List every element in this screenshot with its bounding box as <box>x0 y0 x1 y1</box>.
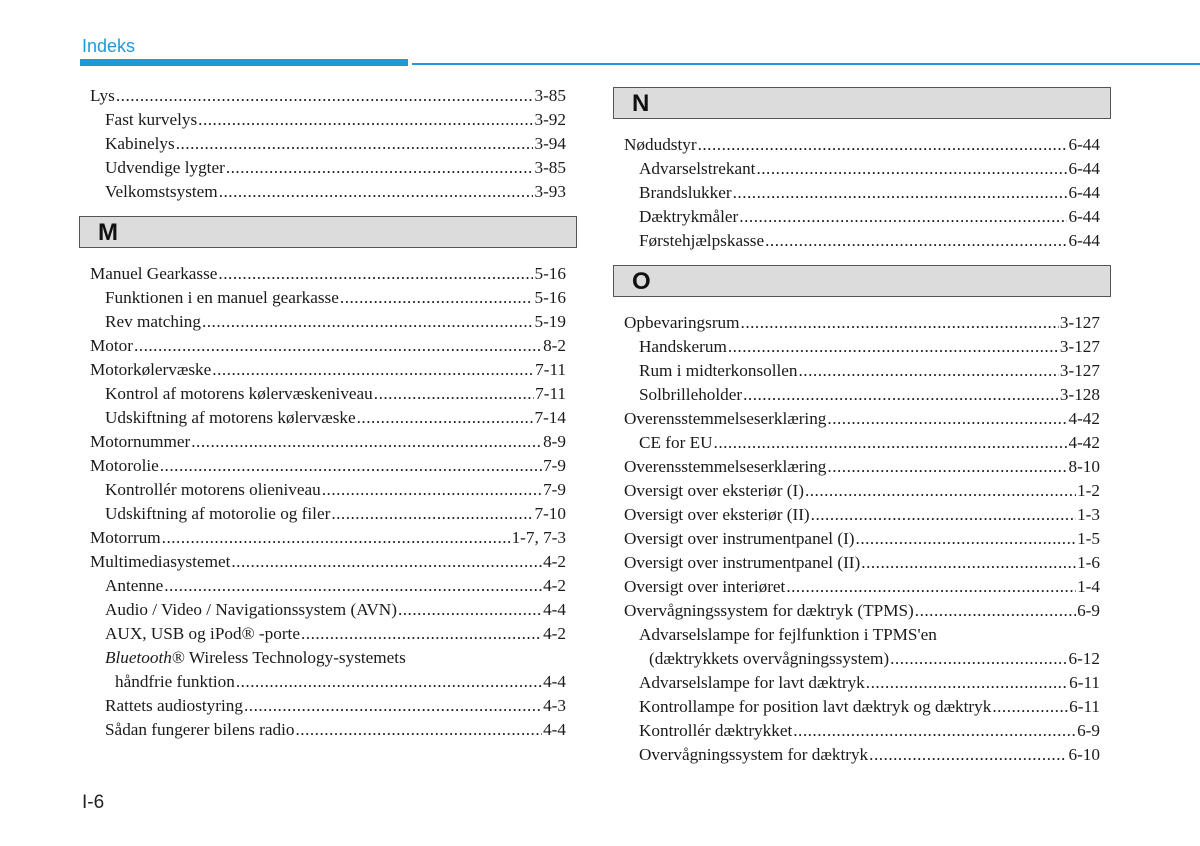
index-entry <box>624 133 1100 157</box>
leader-dots <box>219 180 534 204</box>
entry-label: Advarselslampe for lavt dæktryk <box>639 673 865 692</box>
index-entry <box>624 431 1100 455</box>
entry-label: Førstehjælpskasse <box>639 231 765 250</box>
section-header-m <box>79 216 577 248</box>
entry-label: Overvågningssystem for dæktryk <box>639 745 869 764</box>
index-group-lys <box>90 84 566 204</box>
entry-label: Antenne <box>105 576 164 595</box>
entry-page: 3-127 <box>1059 337 1100 356</box>
entry-label: Lys <box>90 86 115 105</box>
entry-label: Manuel Gearkasse <box>90 264 218 283</box>
entry-label: Motor <box>90 336 133 355</box>
index-entry <box>90 430 566 454</box>
section-letter-m: M <box>98 219 118 246</box>
entry-page: 3-92 <box>534 110 566 129</box>
entry-label: Motornummer <box>90 432 191 451</box>
index-entry <box>90 334 566 358</box>
entry-label: Multimediasystemet <box>90 552 231 571</box>
leader-dots <box>992 695 1068 719</box>
index-entry <box>90 358 566 382</box>
entry-label: Overensstemmelseserklæring <box>624 457 827 476</box>
index-group-o-tail <box>624 671 1100 767</box>
entry-label: Solbrilleholder <box>639 385 743 404</box>
leader-dots <box>799 359 1059 383</box>
entry-page: 6-11 <box>1069 673 1100 692</box>
index-entry <box>624 359 1100 383</box>
index-group-m-tail <box>90 694 566 742</box>
entry-page: 4-3 <box>543 696 566 715</box>
index-entry <box>624 407 1100 431</box>
leader-dots <box>162 526 511 550</box>
entry-page: 3-93 <box>534 182 566 201</box>
index-entry <box>624 575 1100 599</box>
index-entry <box>624 479 1100 503</box>
entry-page: 8-10 <box>1068 457 1100 476</box>
entry-label: Funktionen i en manuel gearkasse <box>105 288 339 307</box>
index-entry <box>90 478 566 502</box>
entry-page: 6-9 <box>1077 601 1100 620</box>
index-entry <box>624 719 1100 743</box>
leader-dots <box>827 455 1067 479</box>
entry-page: 6-9 <box>1077 721 1100 740</box>
entry-page: 4-2 <box>543 624 566 643</box>
leader-dots <box>231 550 542 574</box>
entry-page: 6-11 <box>1069 697 1100 716</box>
index-group-o <box>624 311 1100 623</box>
leader-dots <box>890 647 1067 671</box>
index-group-m <box>90 262 566 646</box>
index-entry <box>90 156 566 180</box>
entry-label: Motorrum <box>90 528 161 547</box>
index-entry <box>624 311 1100 335</box>
leader-dots <box>739 205 1067 229</box>
entry-page: 1-5 <box>1077 529 1100 548</box>
leader-dots <box>741 311 1059 335</box>
leader-dots <box>793 719 1076 743</box>
index-entry <box>90 84 566 108</box>
entry-page: 3-127 <box>1059 313 1100 332</box>
entry-label: Kabinelys <box>105 134 175 153</box>
entry-page: 8-2 <box>543 336 566 355</box>
entry-label: Advarselstrekant <box>639 159 756 178</box>
entry-page: 6-44 <box>1068 159 1100 178</box>
leader-dots <box>714 431 1068 455</box>
entry-label: Oversigt over instrumentpanel (II) <box>624 553 861 572</box>
entry-page: 8-9 <box>543 432 566 451</box>
entry-page: 4-2 <box>543 576 566 595</box>
entry-page: 3-94 <box>534 134 566 153</box>
index-entry <box>90 286 566 310</box>
entry-page: 5-19 <box>534 312 566 331</box>
entry-label: Rum i midterkonsollen <box>639 361 798 380</box>
entry-label: Udskiftning af motorolie og filer <box>105 504 331 523</box>
index-entry <box>90 574 566 598</box>
leader-dots <box>915 599 1076 623</box>
index-entry <box>624 743 1100 767</box>
index-entry <box>624 695 1100 719</box>
header-rule-thin <box>412 63 1200 65</box>
page-header-title: Indeks <box>82 36 136 56</box>
leader-dots <box>743 383 1059 407</box>
entry-label: Sådan fungerer bilens radio <box>105 720 295 739</box>
entry-label: Udskiftning af motorens kølervæske <box>105 408 356 427</box>
leader-dots <box>869 743 1067 767</box>
entry-page: 7-14 <box>534 408 566 427</box>
entry-page: 6-44 <box>1068 183 1100 202</box>
entry-page: 5-16 <box>534 264 566 283</box>
index-entry <box>90 108 566 132</box>
index-entry <box>624 229 1100 253</box>
entry-label: Fast kurvelys <box>105 110 198 129</box>
entry-label: AUX, USB og iPod® -porte <box>105 624 300 643</box>
leader-dots <box>134 334 542 358</box>
entry-page: 4-4 <box>543 720 566 739</box>
leader-dots <box>244 694 542 718</box>
entry-label: Oversigt over eksteriør (II) <box>624 505 810 524</box>
entry-label: håndfrie funktion <box>115 672 235 691</box>
entry-label: Velkomstsystem <box>105 182 218 201</box>
entry-label: Handskerum <box>639 337 727 356</box>
entry-label: Oversigt over instrumentpanel (I) <box>624 529 855 548</box>
index-entry <box>624 157 1100 181</box>
leader-dots <box>116 84 534 108</box>
leader-dots <box>212 358 534 382</box>
index-entry <box>90 526 566 550</box>
entry-label: Kontrollér motorens olieniveau <box>105 480 321 499</box>
index-entry <box>624 599 1100 623</box>
entry-page: 7-10 <box>534 504 566 523</box>
entry-page: 4-42 <box>1068 433 1100 452</box>
entry-page: 1-4 <box>1077 577 1100 596</box>
entry-page: 5-16 <box>534 288 566 307</box>
entry-page: 7-11 <box>535 384 566 403</box>
leader-dots <box>398 598 542 622</box>
entry-page: 1-2 <box>1077 481 1100 500</box>
leader-dots <box>295 718 542 742</box>
entry-page: 6-44 <box>1068 207 1100 226</box>
entry-label: Oversigt over eksteriør (I) <box>624 481 804 500</box>
leader-dots <box>331 502 533 526</box>
entry-label: Brandslukker <box>639 183 732 202</box>
entry-label: Oversigt over interiøret <box>624 577 786 596</box>
entry-page: 6-44 <box>1068 231 1100 250</box>
entry-page: 3-85 <box>534 158 566 177</box>
leader-dots <box>856 527 1077 551</box>
entry-label: Dæktrykmåler <box>639 207 739 226</box>
entry-page: 7-11 <box>535 360 566 379</box>
leader-dots <box>861 551 1076 575</box>
index-entry <box>90 310 566 334</box>
leader-dots <box>340 286 534 310</box>
index-entry <box>90 262 566 286</box>
entry-label: Kontrollampe for position lavt dæktryk og dæktryk <box>639 697 992 716</box>
index-entry-tpms-lamp-cont <box>624 647 1100 671</box>
leader-dots <box>236 670 542 694</box>
leader-dots <box>374 382 534 406</box>
entry-label: Kontrol af motorens kølervæskeniveau <box>105 384 373 403</box>
index-entry-tpms-lamp: Advarselslampe for fejlfunktion i TPMS'en <box>639 625 937 644</box>
entry-label: Audio / Video / Navigationssystem (AVN) <box>105 600 397 619</box>
index-entry <box>90 622 566 646</box>
section-header-o <box>613 265 1111 297</box>
index-entry <box>90 382 566 406</box>
section-letter-n: N <box>632 90 650 117</box>
entry-page: 4-2 <box>543 552 566 571</box>
index-group-n <box>624 133 1100 253</box>
page-number: I-6 <box>82 792 105 813</box>
entry-label: Rev matching <box>105 312 201 331</box>
index-entry <box>90 132 566 156</box>
entry-label: Overensstemmelseserklæring <box>624 409 827 428</box>
entry-page: 3-127 <box>1059 361 1100 380</box>
leader-dots <box>164 574 542 598</box>
leader-dots <box>176 132 534 156</box>
index-entry <box>624 503 1100 527</box>
entry-label: (dæktrykkets overvågningssystem) <box>649 649 890 668</box>
entry-page: 3-85 <box>534 86 566 105</box>
entry-page: 7-9 <box>543 480 566 499</box>
entry-page: 1-6 <box>1077 553 1100 572</box>
index-entry-bluetooth <box>90 646 566 670</box>
leader-dots <box>698 133 1068 157</box>
index-entry <box>624 527 1100 551</box>
index-entry <box>624 205 1100 229</box>
index-entry <box>624 455 1100 479</box>
entry-page: 1-7, 7-3 <box>511 528 566 547</box>
entry-label: Nødudstyr <box>624 135 697 154</box>
index-entry <box>90 454 566 478</box>
entry-page: 7-9 <box>543 456 566 475</box>
leader-dots <box>765 229 1067 253</box>
bluetooth-italic: Bluetooth <box>105 648 172 667</box>
index-entry <box>624 181 1100 205</box>
leader-dots <box>827 407 1067 431</box>
leader-dots <box>805 479 1076 503</box>
entry-page: 6-44 <box>1068 135 1100 154</box>
leader-dots <box>202 310 534 334</box>
leader-dots <box>198 108 533 132</box>
leader-dots <box>866 671 1068 695</box>
entry-page: 4-4 <box>543 600 566 619</box>
index-entry <box>90 718 566 742</box>
leader-dots <box>322 478 542 502</box>
entry-label: Kontrollér dæktrykket <box>639 721 793 740</box>
bluetooth-rest: ® Wireless Technology-systemets <box>171 648 406 667</box>
entry-page: 6-12 <box>1068 649 1100 668</box>
entry-label: Rattets audiostyring <box>105 696 243 715</box>
index-entry <box>624 335 1100 359</box>
index-entry <box>90 550 566 574</box>
entry-label: Opbevaringsrum <box>624 313 740 332</box>
index-column-left <box>90 84 566 742</box>
entry-page: 3-128 <box>1059 385 1100 404</box>
entry-label: Motorkølervæske <box>90 360 212 379</box>
index-entry <box>624 551 1100 575</box>
entry-page: 1-3 <box>1077 505 1100 524</box>
section-letter-o: O <box>632 268 651 295</box>
index-entry <box>624 671 1100 695</box>
leader-dots <box>756 157 1067 181</box>
entry-label: Motorolie <box>90 456 159 475</box>
section-header-n <box>613 87 1111 119</box>
leader-dots <box>357 406 534 430</box>
index-entry <box>624 383 1100 407</box>
index-entry-bluetooth-cont <box>90 670 566 694</box>
leader-dots <box>160 454 542 478</box>
leader-dots <box>811 503 1076 527</box>
leader-dots <box>733 181 1068 205</box>
leader-dots <box>191 430 542 454</box>
entry-page: 4-4 <box>543 672 566 691</box>
entry-label: CE for EU <box>639 433 713 452</box>
index-entry <box>90 598 566 622</box>
leader-dots <box>786 575 1076 599</box>
leader-dots <box>301 622 542 646</box>
index-column-right <box>624 84 1100 767</box>
leader-dots <box>728 335 1059 359</box>
index-entry <box>90 694 566 718</box>
entry-page: 6-10 <box>1068 745 1100 764</box>
leader-dots <box>226 156 534 180</box>
index-entry <box>90 180 566 204</box>
entry-page: 4-42 <box>1068 409 1100 428</box>
entry-label: Udvendige lygter <box>105 158 225 177</box>
header-rule-thick <box>80 59 408 66</box>
leader-dots <box>218 262 533 286</box>
entry-label: Overvågningssystem for dæktryk (TPMS) <box>624 601 914 620</box>
index-entry <box>90 502 566 526</box>
index-entry <box>90 406 566 430</box>
